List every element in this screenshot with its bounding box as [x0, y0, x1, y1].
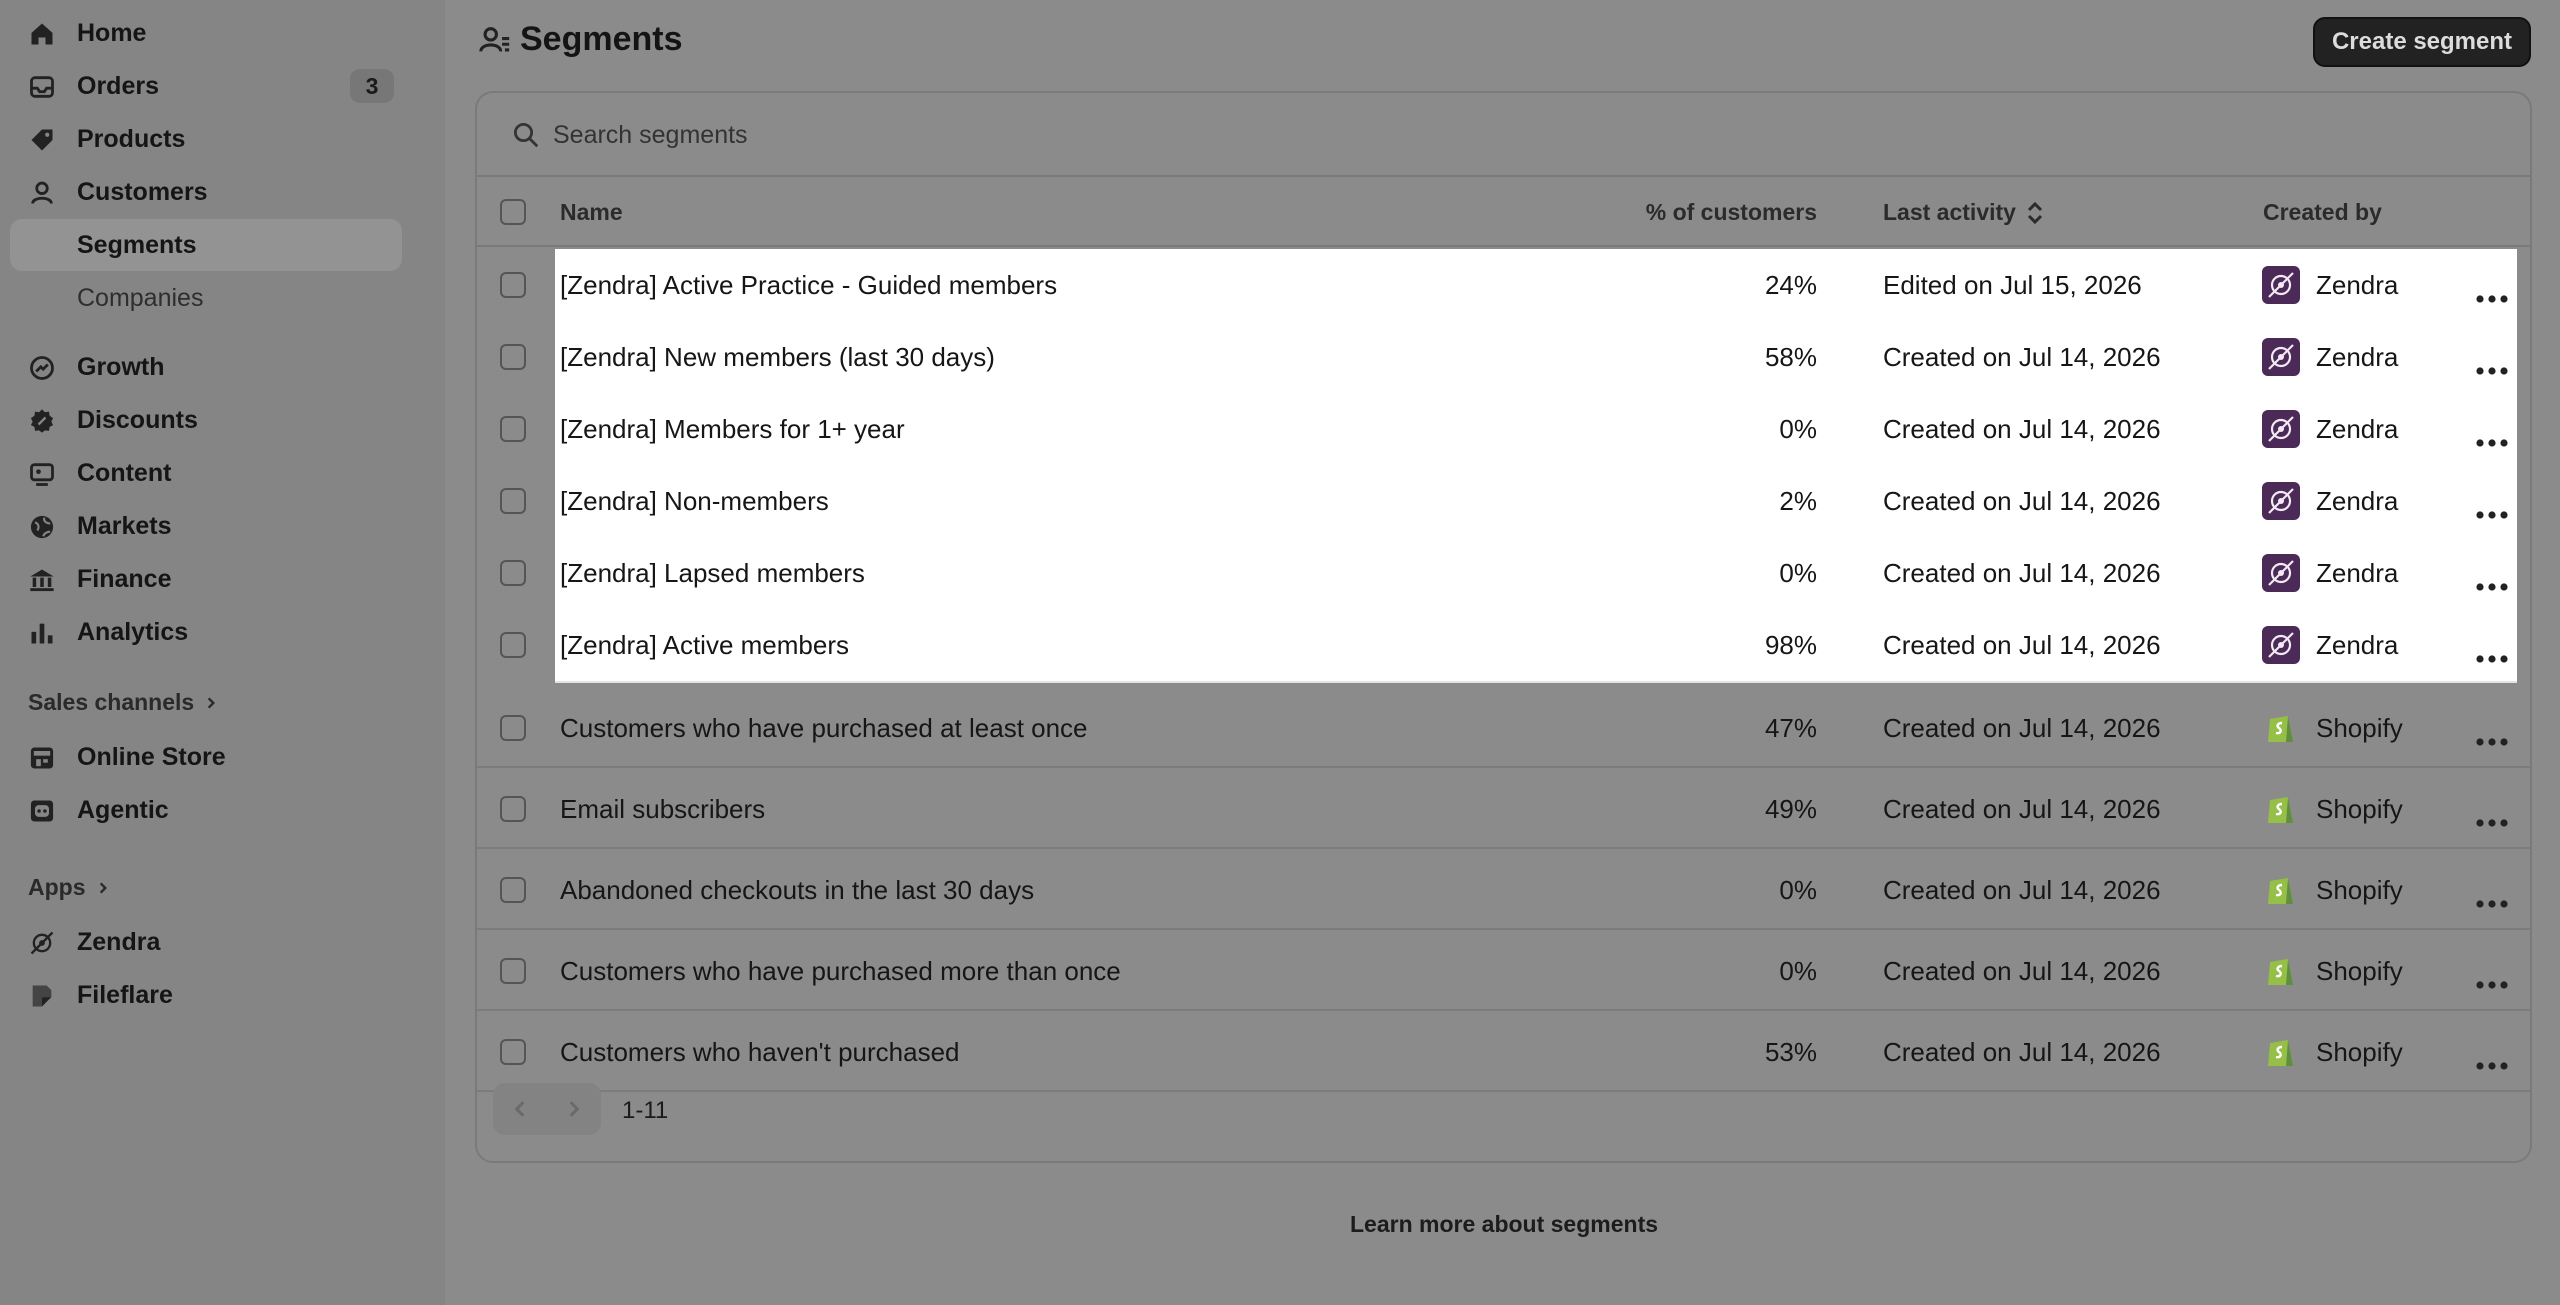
created-by: Shopify: [2316, 955, 2403, 986]
table-row[interactable]: [477, 687, 2530, 768]
last-activity: Created on Jul 14, 2026: [1883, 630, 2161, 660]
sidebar-item-label: Orders: [77, 71, 159, 100]
more-actions-icon[interactable]: [2475, 1047, 2509, 1057]
sidebar-item-label: Zendra: [77, 927, 161, 956]
search-bar: [477, 93, 2530, 177]
created-by: Zendra: [2316, 270, 2399, 300]
table-row[interactable]: [477, 393, 2530, 465]
row-checkbox[interactable]: [500, 796, 526, 822]
customer-percentage: 2%: [1779, 486, 1817, 516]
zendra-logo-icon: [2262, 338, 2300, 376]
section-header-label: Apps: [28, 874, 86, 900]
fileflare-icon: [28, 982, 56, 1010]
home-icon: [28, 20, 56, 48]
customer-percentage: 49%: [1764, 793, 1817, 824]
agentic-icon: [28, 797, 56, 825]
segment-name[interactable]: [Zendra] New members (last 30 days): [560, 342, 995, 372]
zendra-logo-icon: [2262, 266, 2300, 304]
last-activity: Created on Jul 14, 2026: [1883, 793, 2161, 824]
customer-percentage: 0%: [1779, 874, 1817, 905]
content-icon: [28, 460, 56, 488]
shopify-logo-icon: [2262, 871, 2300, 909]
more-actions-icon[interactable]: [2475, 568, 2509, 578]
created-by: Zendra: [2316, 342, 2399, 372]
segment-name[interactable]: Customers who have purchased more than once: [560, 955, 1121, 986]
segment-name[interactable]: [Zendra] Lapsed members: [560, 558, 865, 588]
table-row[interactable]: [477, 537, 2530, 609]
more-actions-icon[interactable]: [2475, 723, 2509, 733]
row-checkbox[interactable]: [500, 715, 526, 741]
created-by: Shopify: [2316, 874, 2403, 905]
shopify-logo-icon: [2262, 1033, 2300, 1071]
table-row[interactable]: [477, 768, 2530, 849]
sidebar-item-analytics[interactable]: [10, 606, 402, 658]
created-by: Zendra: [2316, 486, 2399, 516]
table-header: [477, 177, 2530, 247]
sidebar-item-content[interactable]: [10, 447, 402, 499]
sidebar-item-label: Products: [77, 124, 186, 153]
zendra-logo-icon: [2262, 626, 2300, 664]
row-checkbox[interactable]: [500, 560, 526, 586]
last-activity: Created on Jul 14, 2026: [1883, 874, 2161, 905]
sidebar-item-label: Segments: [77, 230, 197, 259]
customer-percentage: 0%: [1779, 558, 1817, 588]
sidebar-item-label: Growth: [77, 352, 165, 381]
more-actions-icon[interactable]: [2475, 885, 2509, 895]
segment-name[interactable]: [Zendra] Non-members: [560, 486, 829, 516]
sidebar-item-label: Finance: [77, 564, 172, 593]
table-row[interactable]: [477, 321, 2530, 393]
zendra-logo-icon: [2262, 482, 2300, 520]
table-row[interactable]: [477, 465, 2530, 537]
sidebar-item-label: Home: [77, 18, 147, 47]
segments-icon: [478, 23, 512, 57]
sidebar: [0, 0, 445, 1305]
customer-percentage: 24%: [1764, 270, 1817, 300]
sidebar-item-zendra[interactable]: [10, 916, 402, 968]
sidebar-item-customers[interactable]: [10, 166, 402, 218]
globe-icon: [28, 513, 56, 541]
column-header-label: Last activity: [1883, 199, 2016, 225]
sidebar-item-products[interactable]: [10, 113, 402, 165]
sidebar-item-label: Online Store: [77, 742, 226, 771]
created-by: Shopify: [2316, 793, 2403, 824]
search-icon: [511, 120, 541, 150]
created-by: Zendra: [2316, 630, 2399, 660]
sidebar-item-growth[interactable]: [10, 341, 402, 393]
more-actions-icon[interactable]: [2475, 804, 2509, 814]
row-checkbox[interactable]: [500, 416, 526, 442]
sidebar-item-agentic[interactable]: [10, 784, 402, 836]
page-title-text: Segments: [520, 20, 683, 58]
customer-percentage: 98%: [1764, 630, 1817, 660]
row-checkbox[interactable]: [500, 1039, 526, 1065]
chevron-right-icon: [96, 881, 110, 895]
sidebar-item-finance[interactable]: [10, 553, 402, 605]
table-row[interactable]: [477, 930, 2530, 1011]
next-page-button[interactable]: [547, 1083, 601, 1135]
chevron-left-icon: [510, 1099, 530, 1119]
row-checkbox[interactable]: [500, 958, 526, 984]
sidebar-item-orders[interactable]: [10, 60, 402, 112]
bar-chart-icon: [28, 619, 56, 647]
shopify-logo-icon: [2262, 790, 2300, 828]
created-by: Zendra: [2316, 414, 2399, 444]
segment-name[interactable]: Abandoned checkouts in the last 30 days: [560, 874, 1035, 905]
created-by: Shopify: [2316, 1036, 2403, 1067]
chevron-right-icon: [564, 1099, 584, 1119]
zendra-logo-icon: [2262, 554, 2300, 592]
table-row[interactable]: [477, 249, 2530, 321]
last-activity: Created on Jul 14, 2026: [1883, 558, 2161, 588]
sidebar-item-label: Companies: [77, 283, 204, 312]
sidebar-item-markets[interactable]: [10, 500, 402, 552]
created-by: Zendra: [2316, 558, 2399, 588]
previous-page-button[interactable]: [493, 1083, 547, 1135]
orders-count-badge: 3: [350, 69, 394, 103]
customer-percentage: 0%: [1779, 955, 1817, 986]
more-actions-icon[interactable]: [2475, 280, 2509, 290]
more-actions-icon[interactable]: [2475, 640, 2509, 650]
pagination-range: 1-11: [622, 1097, 669, 1124]
more-actions-icon[interactable]: [2475, 496, 2509, 506]
segment-name[interactable]: [Zendra] Active Practice - Guided members: [560, 270, 1058, 300]
last-activity: Edited on Jul 15, 2026: [1883, 270, 2142, 300]
segment-name[interactable]: [Zendra] Members for 1+ year: [560, 414, 905, 444]
segment-name[interactable]: Email subscribers: [560, 793, 766, 824]
person-icon: [28, 179, 56, 207]
sidebar-item-label: Agentic: [77, 795, 169, 824]
sidebar-item-segments[interactable]: [10, 219, 402, 271]
discount-icon: [28, 407, 56, 435]
sidebar-item-fileflare[interactable]: [10, 969, 402, 1021]
customer-percentage: 0%: [1779, 414, 1817, 444]
created-by: Shopify: [2316, 712, 2403, 743]
segment-name[interactable]: [Zendra] Active members: [560, 630, 849, 660]
column-header-last-activity[interactable]: [1883, 199, 2044, 226]
zendra-icon: [28, 929, 56, 957]
create-segment-button[interactable]: Create segment: [2313, 17, 2531, 67]
sidebar-item-label: Markets: [77, 511, 172, 540]
search-input[interactable]: [551, 111, 2455, 159]
table-row[interactable]: [477, 609, 2530, 681]
last-activity: Created on Jul 14, 2026: [1883, 342, 2161, 372]
sidebar-item-discounts[interactable]: [10, 394, 402, 446]
table-row[interactable]: [477, 849, 2530, 930]
row-checkbox[interactable]: [500, 344, 526, 370]
pagination-controls: [493, 1083, 601, 1135]
last-activity: Created on Jul 14, 2026: [1883, 955, 2161, 986]
column-header-name[interactable]: Name: [560, 199, 623, 225]
row-checkbox[interactable]: [500, 877, 526, 903]
row-divider: [555, 681, 2517, 683]
table-row[interactable]: [477, 1011, 2530, 1092]
row-checkbox[interactable]: [500, 272, 526, 298]
sidebar-item-label: Content: [77, 458, 172, 487]
segment-name[interactable]: Customers who haven't purchased: [560, 1036, 960, 1067]
sidebar-item-online-store[interactable]: [10, 731, 402, 783]
sidebar-item-label: Analytics: [77, 617, 189, 646]
last-activity: Created on Jul 14, 2026: [1883, 414, 2161, 444]
shopify-logo-icon: [2262, 709, 2300, 747]
growth-icon: [28, 354, 56, 382]
sales-channels-header[interactable]: [28, 689, 218, 716]
customer-percentage: 53%: [1764, 1036, 1817, 1067]
segment-name[interactable]: Customers who have purchased at least once: [560, 712, 1088, 743]
sort-icon: [2026, 201, 2044, 225]
inbox-icon: [28, 73, 56, 101]
sidebar-item-home[interactable]: [10, 7, 402, 59]
zendra-logo-icon: [2262, 410, 2300, 448]
shopify-logo-icon: [2262, 952, 2300, 990]
row-highlight: [555, 465, 2517, 537]
column-header-percent[interactable]: % of customers: [1645, 199, 1817, 225]
last-activity: Created on Jul 14, 2026: [1883, 486, 2161, 516]
last-activity: Created on Jul 14, 2026: [1883, 1036, 2161, 1067]
tag-icon: [28, 126, 56, 154]
sidebar-item-label: Customers: [77, 177, 208, 206]
more-actions-icon[interactable]: [2475, 966, 2509, 976]
store-icon: [28, 744, 56, 772]
column-header-created-by[interactable]: Created by: [2263, 199, 2382, 225]
section-header-label: Sales channels: [28, 689, 195, 715]
bank-icon: [28, 566, 56, 594]
learn-more-link[interactable]: Learn more about segments: [1350, 1211, 1659, 1237]
sidebar-item-label: Fileflare: [77, 980, 173, 1009]
row-checkbox[interactable]: [500, 488, 526, 514]
more-actions-icon[interactable]: [2475, 424, 2509, 434]
last-activity: Created on Jul 14, 2026: [1883, 712, 2161, 743]
customer-percentage: 58%: [1764, 342, 1817, 372]
row-highlight: [555, 609, 2517, 681]
sidebar-item-companies[interactable]: [10, 272, 402, 324]
sidebar-item-label: Discounts: [77, 405, 198, 434]
page-title: [478, 20, 683, 59]
more-actions-icon[interactable]: [2475, 352, 2509, 362]
segments-card: [475, 91, 2532, 1163]
row-checkbox[interactable]: [500, 632, 526, 658]
apps-header[interactable]: [28, 874, 110, 901]
chevron-right-icon: [204, 696, 218, 710]
customer-percentage: 47%: [1764, 712, 1817, 743]
select-all-checkbox[interactable]: [500, 199, 526, 225]
